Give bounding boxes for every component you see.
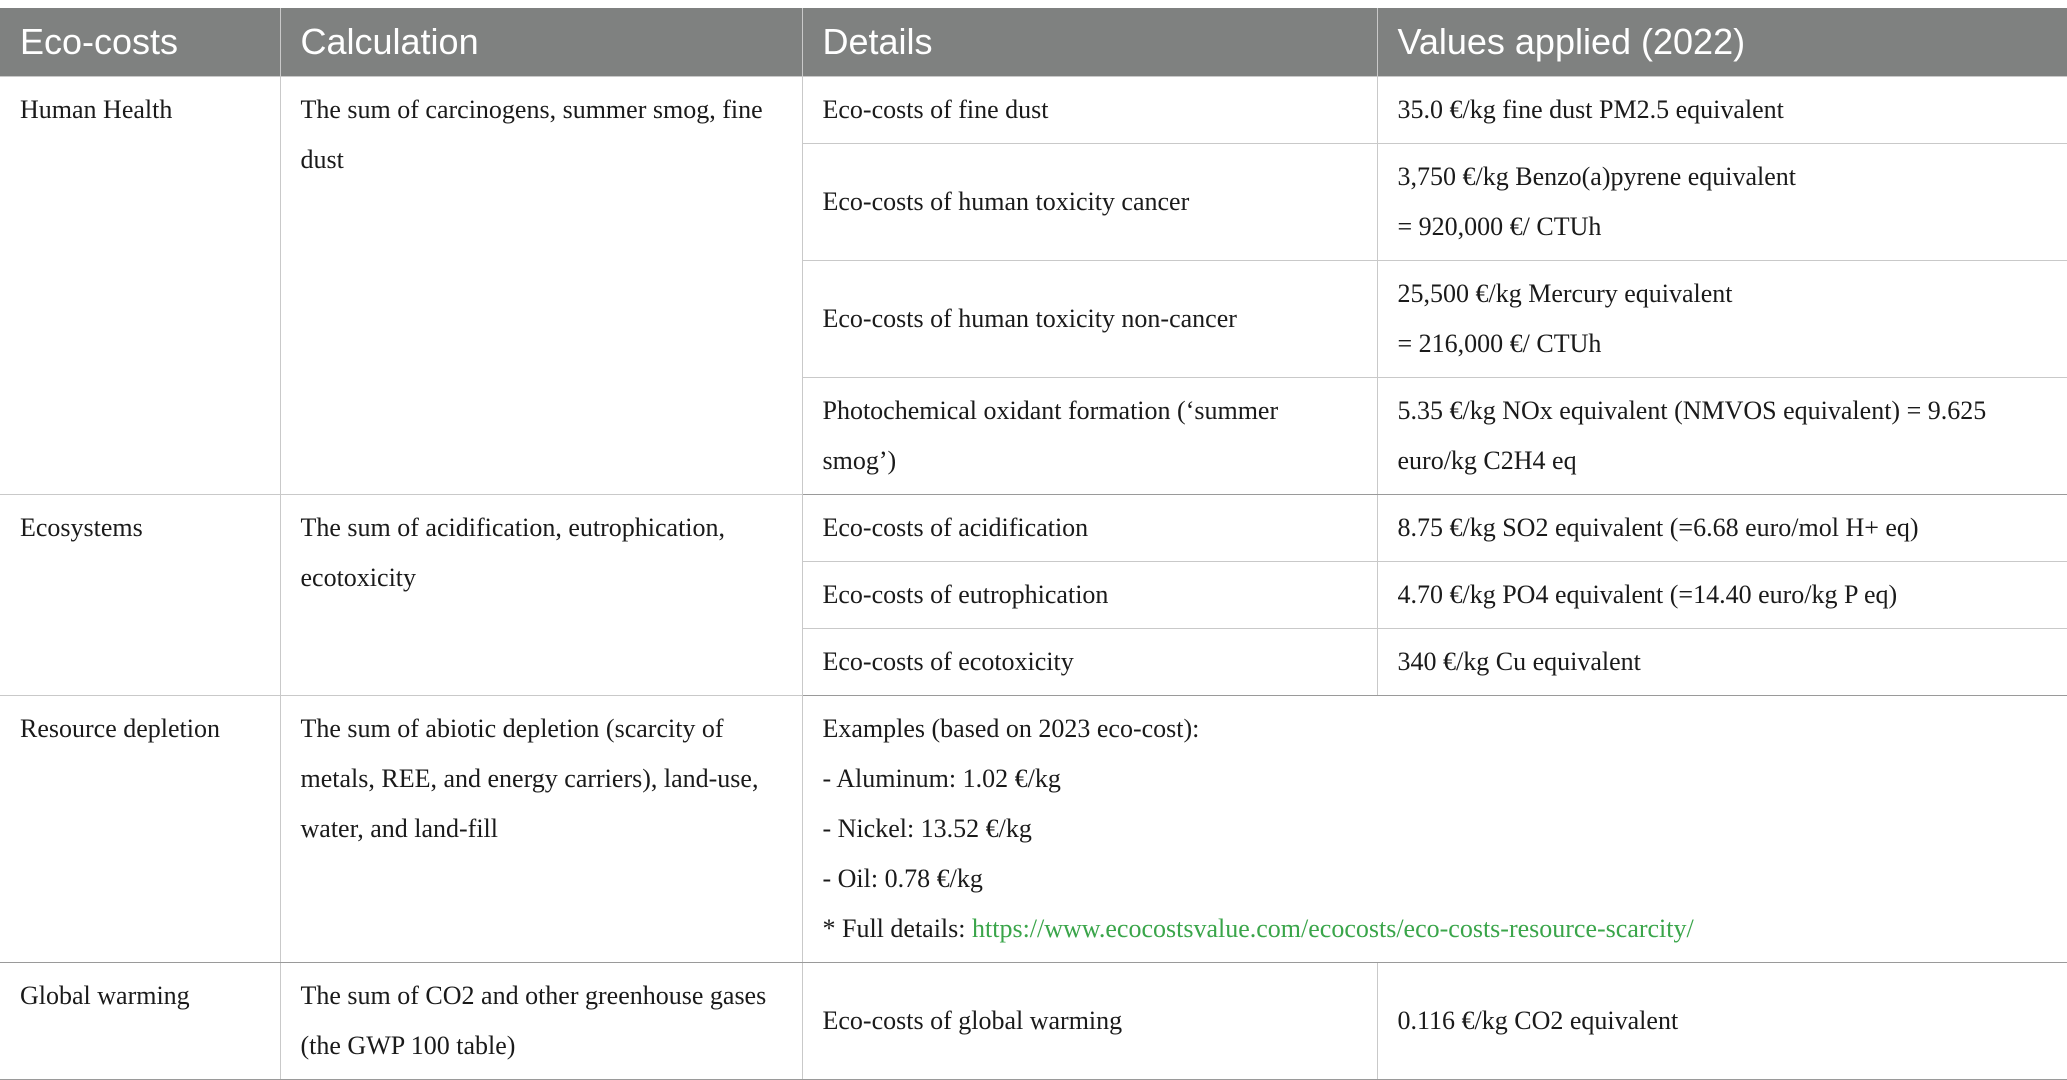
value-cell: 8.75 €/kg SO2 equivalent (=6.68 euro/mol H+ eq) xyxy=(1377,495,2067,562)
table-row xyxy=(0,77,2067,144)
calculation-resource-depletion: The sum of abiotic depletion (scarcity of metals, REE, and energy carriers), land-use, water, and land-fill xyxy=(280,696,802,963)
category-human-health: Human Health xyxy=(0,77,280,495)
detail-cell: Eco-costs of global warming xyxy=(802,963,1377,1080)
resource-examples-cell xyxy=(802,696,2067,963)
calculation-ecosystems: The sum of acidification, eutrophication, ecotoxicity xyxy=(280,495,802,696)
header-eco-costs: Eco-costs xyxy=(0,8,280,77)
detail-cell: Eco-costs of ecotoxicity xyxy=(802,629,1377,696)
table-row xyxy=(0,963,2067,1080)
category-resource-depletion: Resource depletion xyxy=(0,696,280,963)
category-global-warming: Global warming xyxy=(0,963,280,1080)
eco-costs-table xyxy=(0,8,2067,1080)
detail-cell: Eco-costs of eutrophication xyxy=(802,562,1377,629)
value-cell: 340 €/kg Cu equivalent xyxy=(1377,629,2067,696)
value-line: 25,500 €/kg Mercury equivalent xyxy=(1397,279,1733,308)
value-line: 35.0 €/kg fine dust PM2.5 equivalent xyxy=(1397,95,1784,124)
detail-cell: Eco-costs of fine dust xyxy=(802,77,1377,144)
value-line: 5.35 €/kg NOx equivalent (NMVOS equivalent) = 9.625 euro/kg C2H4 eq xyxy=(1397,396,1987,475)
table-header-row xyxy=(0,8,2067,77)
full-details-label: * Full details: xyxy=(822,914,972,943)
header-details: Details xyxy=(802,8,1377,77)
detail-cell: Photochemical oxidant formation (‘summer smog’) xyxy=(802,378,1377,495)
detail-cell: Eco-costs of human toxicity non-cancer xyxy=(802,261,1377,378)
detail-cell: Eco-costs of acidification xyxy=(802,495,1377,562)
example-item: - Aluminum: 1.02 €/kg xyxy=(822,764,1061,793)
value-line: 3,750 €/kg Benzo(a)pyrene equivalent xyxy=(1397,162,1797,191)
calculation-human-health: The sum of carcinogens, summer smog, fine dust xyxy=(280,77,802,495)
calculation-global-warming: The sum of CO2 and other greenhouse gases (the GWP 100 table) xyxy=(280,963,802,1080)
full-details-link[interactable]: https://www.ecocostsvalue.com/ecocosts/eco-costs-resource-scarcity/ xyxy=(972,914,1694,943)
table-row xyxy=(0,696,2067,963)
examples-title: Examples (based on 2023 eco-cost): xyxy=(822,714,1200,743)
value-cell: 0.116 €/kg CO2 equivalent xyxy=(1377,963,2067,1080)
value-cell xyxy=(1377,378,2067,495)
value-cell xyxy=(1377,261,2067,378)
header-values-applied: Values applied (2022) xyxy=(1377,8,2067,77)
category-ecosystems: Ecosystems xyxy=(0,495,280,696)
value-cell xyxy=(1377,77,2067,144)
value-cell xyxy=(1377,144,2067,261)
value-line: = 920,000 €/ CTUh xyxy=(1397,212,1602,241)
table-row xyxy=(0,495,2067,562)
value-line: = 216,000 €/ CTUh xyxy=(1397,329,1602,358)
value-cell: 4.70 €/kg PO4 equivalent (=14.40 euro/kg P eq) xyxy=(1377,562,2067,629)
header-calculation: Calculation xyxy=(280,8,802,77)
detail-cell: Eco-costs of human toxicity cancer xyxy=(802,144,1377,261)
example-item: - Oil: 0.78 €/kg xyxy=(822,864,983,893)
example-item: - Nickel: 13.52 €/kg xyxy=(822,814,1032,843)
full-details-line xyxy=(823,904,2047,954)
